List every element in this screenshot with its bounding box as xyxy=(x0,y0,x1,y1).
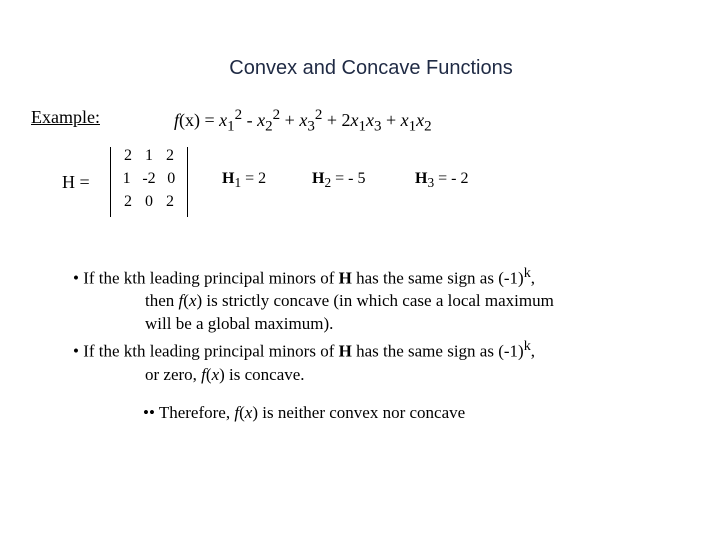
hessian-matrix xyxy=(110,147,188,217)
bullet-line: then f(x) is strictly concave (in which case a local maximum xyxy=(145,291,554,311)
matrix-row xyxy=(111,170,187,192)
matrix-cell: 2 xyxy=(124,193,132,210)
minor-h2: $H_2$ = - 5 xyxy=(312,170,366,191)
matrix-cell: 0 xyxy=(145,193,153,210)
bullet-line: will be a global maximum). xyxy=(145,313,334,333)
bullet-strict-concave xyxy=(73,262,554,335)
matrix-cell: 1 xyxy=(122,170,131,187)
conditions-list xyxy=(73,262,554,386)
matrix-cell: 2 xyxy=(166,193,174,210)
matrix-cell: -2 xyxy=(142,170,156,187)
bullet-line: or zero, f(x) is concave. xyxy=(145,364,305,384)
minor-h3: $H_3$ = - 2 xyxy=(415,170,469,191)
bullet-line: • If the kth leading principal minors of H has the same sign as $(-1)^k$, xyxy=(73,338,536,362)
function-formula: $f(x) = x_1^2 - x_2^2 + x_3^2 + 2x_1x_3 + x_1x_2$ xyxy=(174,107,432,135)
conclusion-text: •• Therefore, f(x) is neither convex nor concave xyxy=(143,403,466,422)
matrix-cell: 2 xyxy=(166,147,174,164)
matrix-row xyxy=(111,147,187,169)
bullet-concave xyxy=(73,335,554,386)
bullet-line: • If the kth leading principal minors of H has the same sign as $(-1)^k$, xyxy=(73,265,536,288)
hessian-label: H = xyxy=(62,172,90,192)
example-label: Example: xyxy=(31,107,100,127)
matrix-cell: 2 xyxy=(124,147,132,164)
matrix-row xyxy=(111,193,187,215)
slide-title: Convex and Concave Functions xyxy=(229,57,513,79)
minor-h1: $H_1 = 2$ xyxy=(222,170,267,191)
matrix-cell: 1 xyxy=(145,147,153,164)
matrix-cell: 0 xyxy=(167,170,176,187)
